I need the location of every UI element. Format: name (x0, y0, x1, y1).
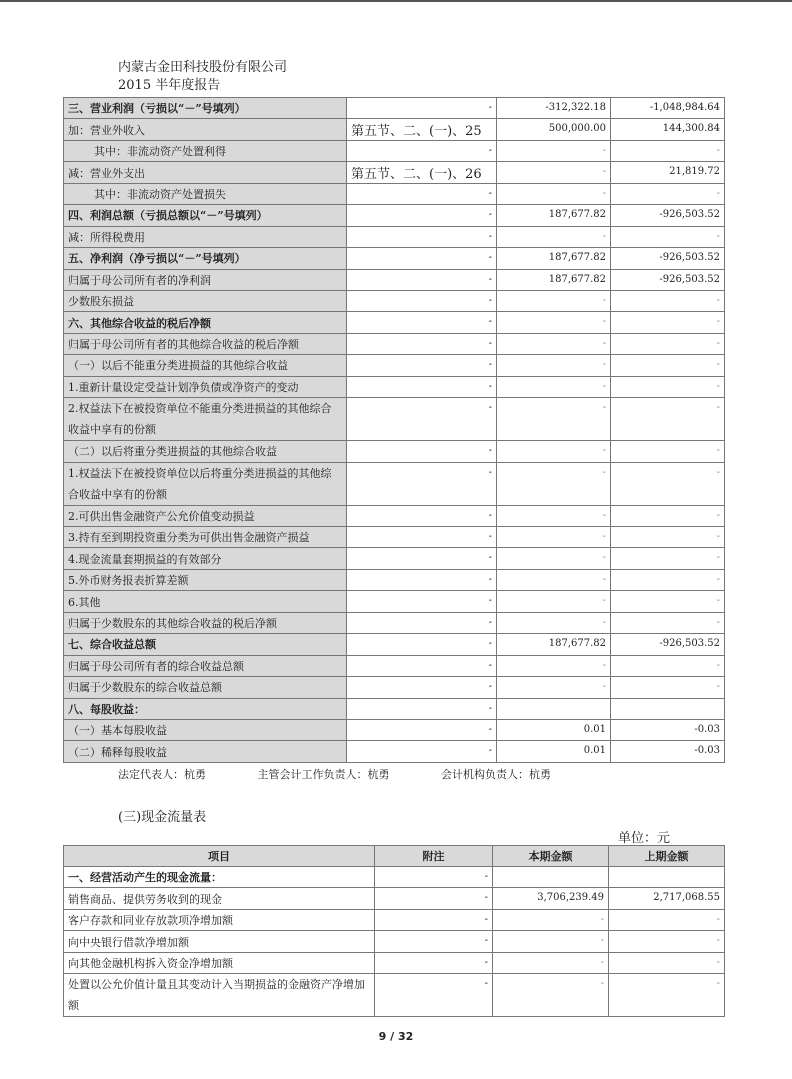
row-current-amount: -312,322.18 (497, 98, 611, 119)
row-note: - (347, 398, 497, 441)
row-item-label: （二）以后将重分类进损益的其他综合收益 (64, 441, 347, 462)
row-prior-amount: - (611, 569, 725, 590)
table-row (64, 974, 725, 1017)
row-note: - (375, 974, 493, 1017)
table-row (64, 677, 725, 698)
row-prior-amount: - (611, 312, 725, 333)
row-prior-amount: - (611, 548, 725, 569)
row-prior-amount: -0.03 (611, 719, 725, 740)
row-prior-amount: - (611, 226, 725, 247)
row-current-amount: - (497, 312, 611, 333)
header-item: 项目 (64, 846, 375, 867)
table-row (64, 355, 725, 376)
table-row (64, 591, 725, 612)
row-current-amount: 500,000.00 (497, 119, 611, 140)
row-note: - (347, 741, 497, 762)
row-prior-amount: - (611, 333, 725, 354)
row-note-reference: 第五节、二、(一)、26 (347, 162, 497, 183)
row-current-amount: - (497, 355, 611, 376)
row-note: - (347, 183, 497, 204)
row-item-label: 向其他金融机构拆入资金净增加额 (64, 952, 375, 973)
table-row (64, 569, 725, 590)
row-prior-amount: - (611, 355, 725, 376)
row-item-label: 1.权益法下在被投资单位以后将重分类进损益的其他综合收益中享有的份额 (64, 462, 347, 505)
row-item-label: 客户存款和同业存放款项净增加额 (64, 909, 375, 930)
row-item-label: （二）稀释每股收益 (64, 741, 347, 762)
header-current: 本期金额 (493, 846, 609, 867)
row-current-amount: - (497, 441, 611, 462)
row-prior-amount: - (609, 974, 725, 1017)
row-note: - (347, 548, 497, 569)
table-row (64, 952, 725, 973)
row-current-amount: 3,706,239.49 (493, 888, 609, 909)
table-row (64, 205, 725, 226)
row-prior-amount: -926,503.52 (611, 634, 725, 655)
table-row (64, 655, 725, 676)
row-note: - (347, 376, 497, 397)
row-prior-amount: 21,819.72 (611, 162, 725, 183)
row-prior-amount: 2,717,068.55 (609, 888, 725, 909)
row-note: - (347, 655, 497, 676)
table-row (64, 612, 725, 633)
row-current-amount: - (493, 931, 609, 952)
row-prior-amount: -926,503.52 (611, 205, 725, 226)
table-row (64, 312, 725, 333)
row-note: - (347, 290, 497, 311)
table-row (64, 909, 725, 930)
row-prior-amount: - (611, 398, 725, 441)
table-row (64, 398, 725, 441)
row-item-label: 向中央银行借款净增加额 (64, 931, 375, 952)
row-current-amount: 0.01 (497, 719, 611, 740)
row-item-label: 少数股东损益 (64, 290, 347, 311)
top-border-line (0, 0, 792, 2)
signatories (118, 766, 599, 782)
report-title: 2015 半年度报告 (118, 78, 221, 93)
table-row (64, 140, 725, 161)
row-prior-amount: - (611, 462, 725, 505)
table-row (64, 741, 725, 762)
row-current-amount: - (497, 140, 611, 161)
table-row (64, 162, 725, 183)
table-row (64, 441, 725, 462)
table-row (64, 98, 725, 119)
row-current-amount: - (497, 398, 611, 441)
row-item-label: 销售商品、提供劳务收到的现金 (64, 888, 375, 909)
row-note: - (347, 441, 497, 462)
row-note: - (347, 634, 497, 655)
row-prior-amount: - (611, 591, 725, 612)
row-prior-amount (611, 698, 725, 719)
table-row (64, 183, 725, 204)
table-row (64, 698, 725, 719)
unit-label: 单位：元 (618, 831, 671, 846)
row-current-amount: 187,677.82 (497, 269, 611, 290)
row-prior-amount: - (611, 612, 725, 633)
row-prior-amount: - (611, 183, 725, 204)
cash-flow-header-row (64, 846, 725, 867)
row-current-amount (493, 867, 609, 888)
table-row (64, 548, 725, 569)
table-row (64, 634, 725, 655)
row-prior-amount: - (611, 376, 725, 397)
cash-flow-section-title: (三)现金流量表 (118, 810, 207, 825)
row-current-amount: - (497, 548, 611, 569)
row-item-label: 归属于少数股东的综合收益总额 (64, 677, 347, 698)
row-current-amount: - (497, 462, 611, 505)
row-note: - (347, 355, 497, 376)
row-prior-amount: - (609, 931, 725, 952)
row-note: - (347, 591, 497, 612)
row-prior-amount: - (609, 952, 725, 973)
row-note: - (347, 226, 497, 247)
row-note: - (347, 205, 497, 226)
row-prior-amount: - (611, 655, 725, 676)
row-item-label: 处置以公允价值计量且其变动计入当期损益的金融资产净增加额 (64, 974, 375, 1017)
table-row (64, 719, 725, 740)
row-item-label: 归属于母公司所有者的净利润 (64, 269, 347, 290)
row-note: - (375, 931, 493, 952)
cash-flow-table (63, 845, 725, 1017)
row-item-label: 三、营业利润（亏损以“－”号填列） (64, 98, 347, 119)
row-item-label: 其中：非流动资产处置利得 (64, 140, 347, 161)
row-item-label: 七、综合收益总额 (64, 634, 347, 655)
table-row (64, 119, 725, 140)
accounting-head: 主管会计工作负责人：杭勇 (257, 768, 390, 781)
row-current-amount: - (497, 505, 611, 526)
row-current-amount: - (497, 376, 611, 397)
row-item-label: 归属于少数股东的其他综合收益的税后净额 (64, 612, 347, 633)
table-row (64, 333, 725, 354)
row-current-amount: - (497, 290, 611, 311)
row-current-amount: - (493, 952, 609, 973)
row-item-label: 减：所得税费用 (64, 226, 347, 247)
row-item-label: （一）以后不能重分类进损益的其他综合收益 (64, 355, 347, 376)
row-current-amount: - (497, 677, 611, 698)
table-row (64, 505, 725, 526)
row-note: - (375, 909, 493, 930)
row-prior-amount: -926,503.52 (611, 269, 725, 290)
row-prior-amount: -0.03 (611, 741, 725, 762)
row-item-label: 减：营业外支出 (64, 162, 347, 183)
row-prior-amount: - (609, 909, 725, 930)
row-item-label: 加：营业外收入 (64, 119, 347, 140)
row-item-label: 四、利润总额（亏损总额以“－”号填列） (64, 205, 347, 226)
row-current-amount: - (497, 226, 611, 247)
company-name: 内蒙古金田科技股份有限公司 (118, 60, 288, 75)
row-note: - (347, 140, 497, 161)
table-row (64, 931, 725, 952)
table-row (64, 888, 725, 909)
row-current-amount: - (497, 569, 611, 590)
row-current-amount (497, 698, 611, 719)
row-note: - (375, 867, 493, 888)
row-note: - (347, 462, 497, 505)
row-note: - (347, 312, 497, 333)
row-prior-amount (609, 867, 725, 888)
income-statement-table (63, 97, 725, 763)
row-prior-amount: - (611, 441, 725, 462)
row-item-label: 4.现金流量套期损益的有效部分 (64, 548, 347, 569)
row-item-label: 五、净利润（净亏损以“－”号填列） (64, 248, 347, 269)
row-item-label: 六、其他综合收益的税后净额 (64, 312, 347, 333)
row-current-amount: 187,677.82 (497, 248, 611, 269)
row-current-amount: - (497, 655, 611, 676)
income-statement-body (64, 98, 725, 763)
row-current-amount: - (493, 909, 609, 930)
header-note: 附注 (375, 846, 493, 867)
row-item-label: 其中：非流动资产处置损失 (64, 183, 347, 204)
row-note: - (347, 333, 497, 354)
row-note: - (375, 888, 493, 909)
row-note: - (347, 527, 497, 548)
row-item-label: （一）基本每股收益 (64, 719, 347, 740)
table-row (64, 527, 725, 548)
row-note: - (347, 612, 497, 633)
row-item-label: 3.持有至到期投资重分类为可供出售金融资产损益 (64, 527, 347, 548)
row-item-label: 5.外币财务报表折算差额 (64, 569, 347, 590)
row-current-amount: - (497, 612, 611, 633)
row-prior-amount: - (611, 140, 725, 161)
row-current-amount: - (493, 974, 609, 1017)
row-note: - (375, 952, 493, 973)
row-current-amount: - (497, 162, 611, 183)
row-current-amount: 0.01 (497, 741, 611, 762)
table-row (64, 226, 725, 247)
table-row (64, 376, 725, 397)
row-item-label: 归属于母公司所有者的综合收益总额 (64, 655, 347, 676)
table-row (64, 290, 725, 311)
legal-representative: 法定代表人：杭勇 (118, 768, 206, 781)
table-row (64, 248, 725, 269)
row-item-label: 1.重新计量设定受益计划净负债或净资产的变动 (64, 376, 347, 397)
row-prior-amount: - (611, 677, 725, 698)
row-current-amount: 187,677.82 (497, 205, 611, 226)
row-prior-amount: - (611, 290, 725, 311)
row-item-label: 6.其他 (64, 591, 347, 612)
row-prior-amount: -926,503.52 (611, 248, 725, 269)
row-prior-amount: -1,048,984.64 (611, 98, 725, 119)
row-note: - (347, 248, 497, 269)
cash-flow-body (64, 867, 725, 1017)
row-current-amount: - (497, 333, 611, 354)
row-prior-amount: - (611, 505, 725, 526)
row-item-label: 归属于母公司所有者的其他综合收益的税后净额 (64, 333, 347, 354)
row-item-label: 八、每股收益： (64, 698, 347, 719)
row-current-amount: - (497, 591, 611, 612)
row-note: - (347, 719, 497, 740)
row-prior-amount: - (611, 527, 725, 548)
row-note: - (347, 269, 497, 290)
row-note-reference: 第五节、二、(一)、25 (347, 119, 497, 140)
table-row (64, 867, 725, 888)
row-current-amount: 187,677.82 (497, 634, 611, 655)
accounting-org-head: 会计机构负责人：杭勇 (441, 768, 551, 781)
row-item-label: 2.权益法下在被投资单位不能重分类进损益的其他综合收益中享有的份额 (64, 398, 347, 441)
row-note: - (347, 569, 497, 590)
row-item-label: 2.可供出售金融资产公允价值变动损益 (64, 505, 347, 526)
row-item-label: 一、经营活动产生的现金流量： (64, 867, 375, 888)
row-note: - (347, 98, 497, 119)
header-prior: 上期金额 (609, 846, 725, 867)
row-current-amount: - (497, 527, 611, 548)
row-current-amount: - (497, 183, 611, 204)
table-row (64, 269, 725, 290)
row-prior-amount: 144,300.84 (611, 119, 725, 140)
row-note: - (347, 505, 497, 526)
page-number: 9 / 32 (378, 1030, 414, 1043)
table-row (64, 462, 725, 505)
row-note: - (347, 698, 497, 719)
row-note: - (347, 677, 497, 698)
